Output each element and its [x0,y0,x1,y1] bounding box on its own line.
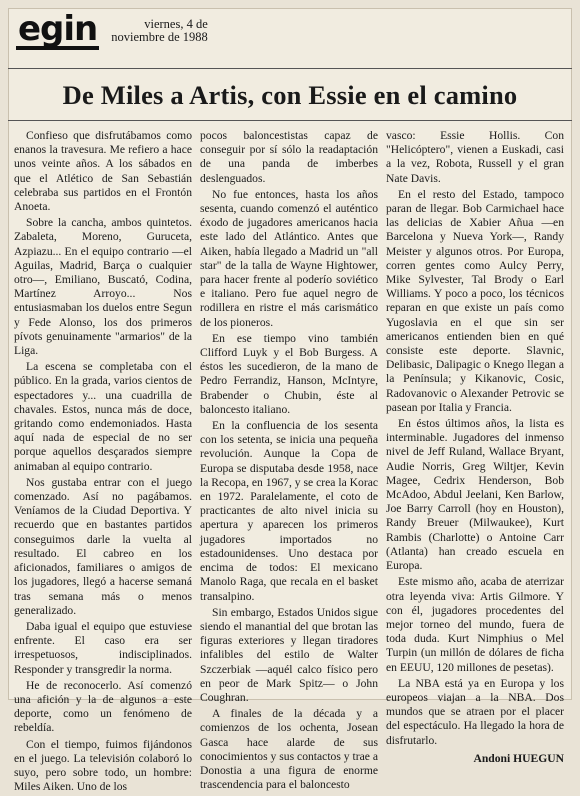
paragraph: Daba igual el equipo que estuviese enfrente. El caso era ser irrespetuosos, indisciplinados. Responder y transgredir la norma. [14,619,192,676]
paragraph: Sin embargo, Estados Unidos sigue siendo el manantial del que brotan las figuras exteriores y llegan tiradores infalibles del estilo de Walter Szczerbiak —aquél calco físico pero en peor de Mark Spitz— o John Coughran. [200,605,378,704]
paragraph: En ese tiempo vino también Clifford Luyk y el Bob Burgess. A éstos les sucedieron, de la mano de Pedro Ferrandiz, Hanson, McIntyre, Brabender o Chubin, éste al baloncesto italiano. [200,331,378,416]
paragraph: Con el tiempo, fuimos fijándonos en el juego. La televisión colaboró lo suyo, pero sobre todo, un hombre: Miles Aiken. Uno de los [14,737,192,794]
paragraph: Sobre la cancha, ambos quintetos. Zabaleta, Moreno, Guruceta, Azpiazu... En el equipo contrario —el Aguilas, Madrid, Barça o cualquier otro—, Emiliano, Buscató, Codina, Martínez Arroyo... Nos entusiasmaban los duelos entre Segun y Fede Alonso, los dos primeros pívots genuinamente "armarios" de la Liga. [14,216,192,358]
paragraph: La escena se completaba con el público. En la grada, varios cientos de espectadores y... una cuadrilla de chavales. Estos, nunca más de doce, gritando como endemoniados. Hasta aquí nada de especial de no ser porque aquellos desçarados siempre animaban al equipo contrario. [14,360,192,473]
paragraph: A finales de la década y a comienzos de los ochenta, Josean Gasca hace alarde de sus conocimientos y sus contactos y trae a Donostia a una figura de enorme trascendencia para el baloncesto [200,707,378,792]
article-body [14,129,564,794]
date-line-1: viernes, 4 de [144,17,208,31]
paragraph: He de reconocerlo. Así comenzó una afición y la de algunos a este deporte, como un fenómeno de rebeldía. [14,678,192,735]
column-2 [200,129,378,796]
paragraph: En el resto del Estado, tampoco paran de llegar. Bob Carmichael hace las delicias de Xabier Añua —en Barcelona y Nueva York—, Randy Meister y algunos otros. Por Europa, corren gentes como Aulcy Perry, Mike Sylvester, Tal Brody o Earl Williams. Y poco a poco, los técnicos reparan en que existe un país como Yugoslavia en el que sin ser americanos entienden bien en qué consiste este deporte. Slavnic, Delibasic, Dalipagic o Knego llegan a la Península; y Kikanovic, Cosic, Radovanovic o Alexander Petrovic se pasean por Italia y Francia. [386,187,564,414]
dateline [111,18,208,44]
newspaper-logo: egin [18,9,98,49]
headline: De Miles a Artis, con Essie en el camino [62,80,518,110]
paragraph: La NBA está ya en Europa y los europeos viajan a la NBA. Dos mundos que se atraen por el placer del espectáculo. Ha llegado la hora de disfrutarlo. [386,676,564,747]
paragraph: No fue entonces, hasta los años sesenta, cuando comenzó el auténtico éxodo de jugadores americanos hacia este lado del Atlántico. Antes que Aiken, había llegado a Madrid un "all star" de la talla de Wayne Hightower, para hacer frente al poderío soviético e italiano. Pero fue aquel negro de rodillera en ristre el más carismático de los pioneros. [200,187,378,329]
paragraph: En éstos últimos años, la lista es interminable. Jugadores del inmenso nivel de Jeff Ruland, Wallace Bryant, Audie Norris, Greg Wiltjer, Kevin Magee, Cedrix Henderson, Bob McAdoo, Abdul Jeelani, Ken Barlow, Joe Barry Carroll (hoy en Houston), Randy Breuer (Milwaukee), Kurt Rambis (Charlotte) o Antoine Carr (Atlanta) han creado escuela en Europa. [386,417,564,573]
masthead [16,9,208,50]
newspaper-clipping [8,8,572,794]
paragraph: pocos baloncestistas capaz de conseguir por sí sólo la readaptación de una panda de imberbes deslenguados. [200,129,378,185]
column-3 [386,129,564,796]
date-line-2: noviembre de 1988 [111,30,208,44]
column-1 [14,129,192,796]
paragraph: Nos gustaba entrar con el juego comenzado. Así no pagábamos. Veníamos de la Ciudad Deportiva. Y recuerdo que en bastantes partidos conseguimos darle la vuelta al resultado. El cabreo en los aficionados, familiares o amigos de los jugadores, llegó a hacerse semaná tras semana más o menos generalizado. [14,475,192,617]
headline-rule [8,120,572,121]
paragraph: vasco: Essie Hollis. Con "Helicóptero", vienen a Euskadi, casi a la vez, Robota, Russell y el gran Nate Davis. [386,129,564,185]
byline: Andoni HUEGUN [473,751,564,765]
paragraph: Confieso que disfrutábamos como enanos la travesura. Me refiero a hace unos veinte años. A los sábados en que el Atlético de San Sebastián celebraba sus partidos en el Frontón Anoeta. [14,129,192,214]
paragraph: Este mismo año, acaba de aterrizar otra leyenda viva: Artis Gilmore. Y con él, jugadores procedentes del mejor torneo del mundo, fuera de toda duda. Kurt Nimphius o Mel Turpin (un millón de dólares de ficha en EEUU, 120 millones de pesetas). [386,575,564,674]
paragraph: En la confluencia de los sesenta con los setenta, se inicia una pequeña revolución. Aunque la Copa de Europa se disputaba desde 1958, nace la Recopa, en 1967, y se crea la Korac en 1972. Paralelamente, el coto de practicantes de alto nivel inicia su apertura y aparecen los primeros jugadores importados no estadounidenses. Uno destaca por encima de todos: El mexicano Manolo Raga, que recala en el basket transalpino. [200,419,378,603]
top-rule [8,68,572,69]
